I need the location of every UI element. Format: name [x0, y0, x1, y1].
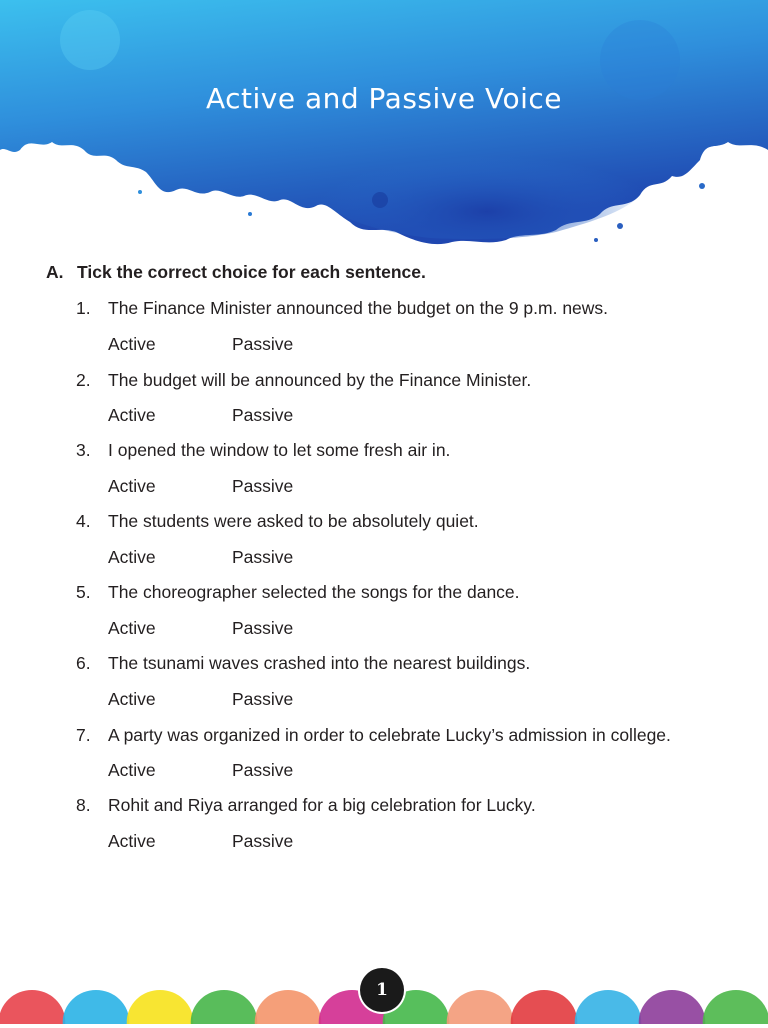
- choice-passive[interactable]: Passive: [232, 334, 294, 354]
- choice-passive[interactable]: Passive: [232, 831, 294, 851]
- choice-active[interactable]: Active: [108, 405, 156, 425]
- footer-dot: [511, 990, 578, 1024]
- footer-dot: [703, 990, 768, 1024]
- choice-active[interactable]: Active: [108, 618, 156, 638]
- choices-8: [108, 831, 293, 852]
- footer-dot: [447, 990, 514, 1024]
- choices-7: [108, 760, 293, 781]
- question-number: 4.: [76, 511, 91, 531]
- page-number-badge: 1: [360, 968, 404, 1012]
- question-number: 5.: [76, 582, 91, 602]
- question-number: 2.: [76, 370, 91, 390]
- section-heading: [46, 262, 426, 283]
- question-number: 7.: [76, 725, 91, 745]
- choice-active[interactable]: Active: [108, 760, 156, 780]
- choices-6: [108, 689, 293, 710]
- choices-5: [108, 618, 293, 639]
- section-letter: A.: [46, 262, 64, 282]
- footer-dot: [575, 990, 642, 1024]
- choice-passive[interactable]: Passive: [232, 760, 294, 780]
- question-text: The choreographer selected the songs for the dance.: [108, 582, 520, 602]
- question-number: 6.: [76, 653, 91, 673]
- footer-dot: [63, 990, 130, 1024]
- question-text: I opened the window to let some fresh air in.: [108, 440, 451, 460]
- page-title: Active and Passive Voice: [205, 82, 563, 115]
- question-text: The tsunami waves crashed into the nearest buildings.: [108, 653, 531, 673]
- question-6: [76, 653, 530, 674]
- question-text: A party was organized in order to celebrate Lucky’s admission in college.: [108, 725, 671, 745]
- question-number: 1.: [76, 298, 91, 318]
- choice-active[interactable]: Active: [108, 476, 156, 496]
- choice-active[interactable]: Active: [108, 547, 156, 567]
- choice-passive[interactable]: Passive: [232, 618, 294, 638]
- choice-passive[interactable]: Passive: [232, 405, 294, 425]
- choices-3: [108, 476, 293, 497]
- choice-active[interactable]: Active: [108, 689, 156, 709]
- choice-active[interactable]: Active: [108, 334, 156, 354]
- question-7: [76, 725, 671, 746]
- watercolor-header: [0, 0, 768, 260]
- footer-dot: [127, 990, 194, 1024]
- question-2: [76, 370, 531, 391]
- question-3: [76, 440, 450, 461]
- choices-1: [108, 334, 293, 355]
- question-8: [76, 795, 536, 816]
- question-number: 3.: [76, 440, 91, 460]
- question-text: The Finance Minister announced the budget on the 9 p.m. news.: [108, 298, 609, 318]
- choices-4: [108, 547, 293, 568]
- watercolor-banner-art: [0, 0, 768, 260]
- footer-dot: [639, 990, 706, 1024]
- choice-passive[interactable]: Passive: [232, 689, 294, 709]
- choices-2: [108, 405, 293, 426]
- section-instruction: Tick the correct choice for each sentence.: [77, 262, 426, 282]
- question-text: Rohit and Riya arranged for a big celebration for Lucky.: [108, 795, 536, 815]
- choice-active[interactable]: Active: [108, 831, 156, 851]
- question-5: [76, 582, 520, 603]
- footer-dot: [0, 990, 65, 1024]
- footer-dot: [255, 990, 322, 1024]
- question-text: The students were asked to be absolutely quiet.: [108, 511, 479, 531]
- footer-dot: [191, 990, 258, 1024]
- choice-passive[interactable]: Passive: [232, 547, 294, 567]
- question-4: [76, 511, 479, 532]
- question-text: The budget will be announced by the Finance Minister.: [108, 370, 532, 390]
- question-number: 8.: [76, 795, 91, 815]
- question-1: [76, 298, 608, 319]
- choice-passive[interactable]: Passive: [232, 476, 294, 496]
